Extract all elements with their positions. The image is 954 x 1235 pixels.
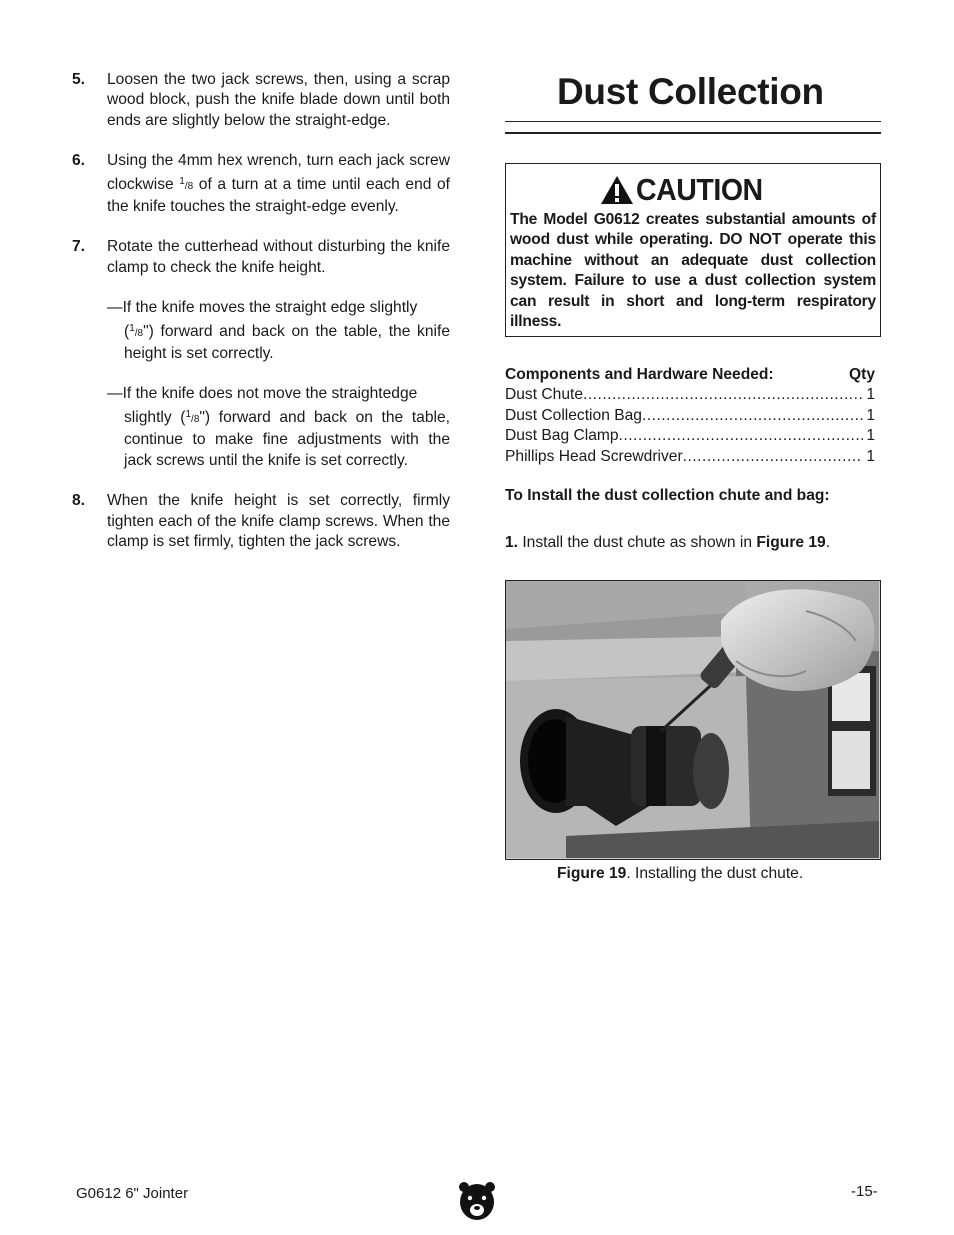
components-list: [505, 365, 875, 467]
left-column: [72, 70, 450, 572]
section-title: Dust Collection: [557, 71, 824, 112]
sub-note-moves: —If the knife moves the straight edge slightly (1/8") forward and back on the table, the knife height is set correctly.: [107, 299, 450, 363]
sub-note-not-moves: —If the knife does not move the straightedge slightly (1/8") forward and back on the table, continue to make fine adjustments with the jack screws until the knife is set correctly.: [107, 385, 450, 469]
components-header: Components and Hardware Needed: Qty: [505, 365, 875, 385]
step-5: [72, 70, 450, 131]
dust-chute-photo: [506, 581, 879, 858]
step-number: 8.: [72, 492, 86, 510]
right-column: [505, 70, 881, 882]
step-text: Using the 4mm hex wrench, turn each jack screw clockwise 1/8 of a turn at a time until each end of the knife touches the straight-edge evenly.: [107, 152, 450, 216]
footer-model: G0612 6" Jointer: [76, 1185, 189, 1202]
step-number: 7.: [72, 238, 86, 256]
warning-triangle-icon: [600, 174, 634, 206]
fraction: 1/8: [185, 408, 200, 425]
caution-header: [600, 172, 774, 208]
figure-caption: Figure 19. Installing the dust chute.: [557, 865, 804, 882]
title-rule: [505, 121, 881, 134]
component-item: Dust Bag Clamp ..... 1: [505, 426, 875, 446]
step-6: [72, 151, 450, 217]
step-number: 6.: [72, 152, 86, 170]
bear-logo-icon: [458, 1180, 496, 1222]
fraction: 1/8: [179, 175, 194, 192]
step-number: 5.: [72, 71, 86, 88]
caution-text: The Model G0612 creates substantial amounts of wood dust while operating. DO NOT operate this machine without an adequate dust collection system. Failure to use a dust collection system can result in short and long-term respiratory illness.: [510, 211, 876, 331]
caution-box: [505, 163, 881, 337]
component-item: Phillips Head Screwdriver ..... 1: [505, 447, 875, 467]
component-item: Dust Chute ..... 1: [505, 385, 875, 405]
step-text: Rotate the cutterhead without disturbing the knife clamp to check the knife height.: [107, 238, 450, 276]
step-7: [72, 237, 450, 278]
step-text: Loosen the two jack screws, then, using a scrap wood block, push the knife blade down until both ends are slightly below the straight-edge.: [107, 71, 450, 129]
qty-header: Qty: [849, 366, 875, 383]
caution-label: CAUTION: [636, 172, 763, 207]
fraction: 1/8: [129, 322, 144, 339]
step-8: [72, 491, 450, 552]
install-heading: To Install the dust collection chute and bag:: [505, 487, 830, 504]
component-item: Dust Collection Bag ..... 1: [505, 406, 875, 426]
step-text: When the knife height is set correctly, firmly tighten each of the knife clamp screws. When the clamp is set firmly, tighten the jack screws.: [107, 492, 450, 550]
page-number: -15-: [851, 1183, 878, 1200]
install-step-1: 1. Install the dust chute as shown in Figure 19.: [505, 534, 831, 551]
figure-19-photo: [505, 580, 881, 860]
